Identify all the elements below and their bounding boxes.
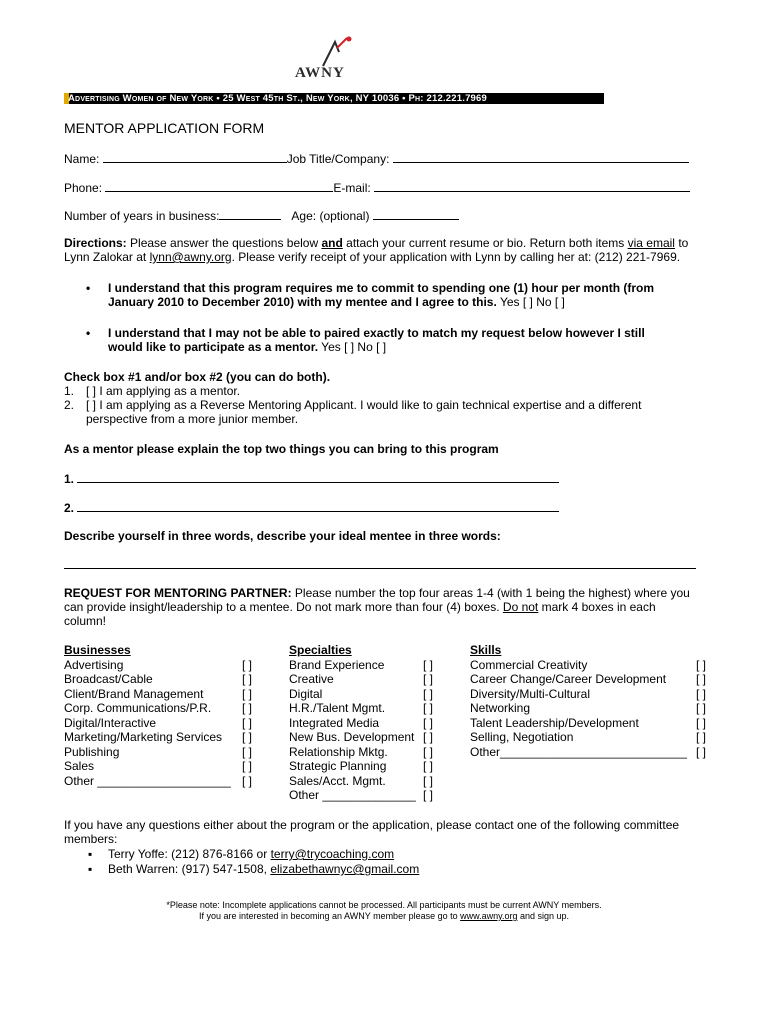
specialties-checkbox[interactable]: [ ] [423,715,434,730]
commitment-text: I understand that this program requires me to commit to spending one (1) hour per month (from [108,281,655,295]
contact-name: Beth Warren: (917) 547-1508, [108,862,271,876]
specialties-item-label: Relationship Mktg. [289,744,388,759]
businesses-item [64,701,264,716]
businesses-item-label: Broadcast/Cable [64,672,153,686]
specialties-item [289,672,449,687]
businesses-item [64,730,264,745]
specialties-item-label: Creative [289,672,334,686]
commitment-text: I understand that I may not be able to paired exactly to match my request below however I still [108,326,645,340]
explain-line-2 [64,499,559,515]
lynn-email-link[interactable]: lynn@awny.org [149,250,232,264]
directions-and: and [321,236,343,250]
request-text-part: mark 4 boxes in each [538,600,656,614]
name-label: Name: [64,152,100,166]
skills-item-label: Talent Leadership/Development [470,715,639,730]
item-text: perspective from a more junior member. [86,412,299,426]
phone-field[interactable] [105,179,333,192]
skills-column [470,643,715,759]
skills-item [470,716,715,731]
job-label: Job Title/Company: [286,152,390,166]
checkbox-item-1[interactable] [64,384,240,398]
request-text [64,586,690,628]
specialties-item-label: Sales/Acct. Mgmt. [289,773,386,788]
banner-text: Advertising Women of New York • 25 West 45th St., New York, NY 10036 • Ph: 212.221.7969 [68,93,488,104]
businesses-item-label: Marketing/Marketing Services [64,730,223,744]
explain-field-2[interactable] [77,499,559,512]
years-field[interactable] [219,207,281,220]
businesses-checkbox[interactable]: [ ] [242,657,253,672]
skills-checkbox[interactable]: [ ] [696,657,707,672]
businesses-checkbox[interactable]: [ ] [242,701,253,715]
businesses-item-label: Corp. Communications/P.R. [64,701,212,715]
businesses-checkbox[interactable]: [ ] [242,715,253,730]
footer-join-text: and sign up. [517,911,570,921]
skills-checkbox[interactable]: [ ] [696,715,707,730]
businesses-item [64,774,264,789]
skills-item [470,672,715,687]
specialties-item-label: Other ______________ [289,788,416,802]
specialties-item-label: Digital [289,686,323,701]
skills-checkbox[interactable]: [ ] [696,701,707,715]
request-label: REQUEST FOR MENTORING PARTNER: [64,586,292,600]
phone-row [64,179,690,195]
name-row [64,150,689,166]
specialties-item [289,701,449,716]
contact-person-1 [88,847,394,861]
awny-website-link[interactable]: www.awny.org [460,911,518,921]
bullet-dot: • [86,281,91,295]
years-row [64,207,459,223]
logo-wordmark: AWNY [295,65,345,81]
directions-text: to [674,236,689,250]
specialties-item-label: H.R./Talent Mgmt. [289,701,386,715]
specialties-heading: Specialties [289,643,352,657]
skills-item [470,701,715,716]
yes-no-choice[interactable]: Yes [ ] No [ ] [496,295,565,309]
skills-item-label: Commercial Creativity [470,657,588,672]
describe-field[interactable] [64,568,696,569]
businesses-checkbox[interactable]: [ ] [242,744,253,759]
name-field[interactable] [103,150,287,163]
skills-heading: Skills [470,643,502,657]
contact-line: If you have any questions either about the program or the application, please contact one of the following committee [64,818,680,832]
businesses-item [64,687,264,702]
businesses-item [64,716,264,731]
directions-text: . Please verify receipt of your application with Lynn by calling her at: (212) 221-7969. [231,250,681,264]
request-text-part: column! [64,614,107,628]
awny-logo-mark [293,36,375,68]
footer-note: *Please note: Incomplete applications cannot be processed. All participants must be current AWNY members. [166,900,602,910]
businesses-item [64,672,264,687]
years-label: Number of years in business: [64,209,220,223]
businesses-item [64,658,264,673]
skills-item [470,658,715,673]
footer-join-text: If you are interested in becoming an AWNY member please go to [198,911,461,921]
contact-line: members: [64,832,118,846]
email-field[interactable] [374,179,690,192]
skills-checkbox[interactable]: [ ] [696,744,707,759]
skills-item-label: Career Change/Career Development [470,672,667,686]
skills-item-label: Diversity/Multi-Cultural [470,686,591,701]
businesses-item-label: Publishing [64,744,120,759]
businesses-item-label: Sales [64,759,95,773]
specialties-item [289,745,449,760]
specialties-item [289,687,449,702]
contact-person-2 [88,862,419,876]
specialties-item [289,716,449,731]
item-text: [ ] I am applying as a Reverse Mentoring Applicant. I would like to gain technical expertise and a different [86,398,642,412]
businesses-item-label: Advertising [64,657,124,672]
via-email-link[interactable]: via email [627,236,675,250]
skills-item-label: Selling, Negotiation [470,730,574,744]
skills-checkbox[interactable]: [ ] [696,686,707,701]
explain-line-1 [64,470,559,486]
specialties-item [289,759,449,774]
specialties-checkbox[interactable]: [ ] [423,773,434,788]
directions-label: Directions: [64,236,127,250]
line-number: 2. [64,501,75,515]
skills-item-label: Other____________________________ [470,744,687,759]
directions-text: Please answer the questions below [126,236,322,250]
specialties-checkbox[interactable]: [ ] [423,744,434,759]
directions-text: Lynn Zalokar at [64,250,150,264]
directions [64,236,724,264]
square-bullet: ▪ [88,847,93,861]
item-text: [ ] I am applying as a mentor. [86,384,241,398]
specialties-checkbox[interactable]: [ ] [423,672,434,686]
age-field[interactable] [373,207,459,220]
explain-field-1[interactable] [77,470,559,483]
businesses-checkbox[interactable]: [ ] [242,672,253,686]
skills-checkbox[interactable]: [ ] [696,672,707,686]
businesses-column [64,643,264,788]
directions-text: attach your current resume or bio. Return both items [342,236,628,250]
contact-text [64,818,679,846]
yes-no-choice[interactable]: Yes [ ] No [ ] [318,340,387,354]
bullet-dot: • [86,326,91,340]
skills-checkbox[interactable]: [ ] [696,730,707,744]
contact-name: Terry Yoffe: (212) 876-8166 or [108,847,271,861]
specialties-item-label: New Bus. Development [289,730,415,744]
describe-heading: Describe yourself in three words, describe your ideal mentee in three words: [64,529,501,543]
specialties-item [289,788,449,803]
address-banner [64,93,604,104]
do-not-emphasis: Do not [502,600,539,614]
skills-item [470,745,715,760]
age-label: Age: (optional) [291,209,370,223]
businesses-item [64,745,264,760]
phone-label: Phone: [64,181,103,195]
specialties-column [289,643,449,803]
item-number: 2. [64,398,75,412]
specialties-checkbox[interactable]: [ ] [423,686,434,701]
email-label: E-mail: [333,181,371,195]
businesses-checkbox[interactable]: [ ] [242,730,253,744]
request-text-part: can provide insight/leadership to a mentee. Do not mark more than four (4) boxes. [64,600,503,614]
form-title: MENTOR APPLICATION FORM [64,120,265,136]
businesses-item [64,759,264,774]
explain-heading: As a mentor please explain the top two things you can bring to this program [64,442,499,456]
specialties-item-label: Brand Experience [289,657,385,672]
specialties-item [289,774,449,789]
specialties-item [289,730,449,745]
specialties-checkbox[interactable]: [ ] [423,759,434,773]
line-number: 1. [64,472,75,486]
skills-item [470,730,715,745]
specialties-item-label: Integrated Media [289,715,380,730]
skills-item-label: Networking [470,701,531,715]
job-field[interactable] [393,150,689,163]
square-bullet: ▪ [88,862,93,876]
footer-join [0,911,768,922]
skills-item [470,687,715,702]
specialties-checkbox[interactable]: [ ] [423,788,434,802]
businesses-checkbox[interactable]: [ ] [242,686,253,701]
commitment-text: would like to participate as a mentor. [108,340,319,354]
beth-email-link[interactable]: elizabethawnyc@gmail.com [270,862,420,876]
item-number: 1. [64,384,75,398]
specialties-checkbox[interactable]: [ ] [423,701,434,715]
businesses-heading: Businesses [64,643,131,657]
checkbox-heading: Check box #1 and/or box #2 (you can do both). [64,370,331,384]
specialties-item [289,658,449,673]
businesses-item-label: Client/Brand Management [64,686,204,701]
commitment-text: January 2010 to December 2010) with my mentee and I agree to this. [108,295,497,309]
terry-email-link[interactable]: terry@trycoaching.com [270,847,395,861]
specialties-checkbox[interactable]: [ ] [423,730,434,744]
checkbox-item-2[interactable] [64,398,641,426]
businesses-item-label: Digital/Interactive [64,715,157,730]
specialties-item-label: Strategic Planning [289,759,387,773]
specialties-checkbox[interactable]: [ ] [423,657,434,672]
businesses-checkbox[interactable]: [ ] [242,773,253,788]
request-text-part: Please number the top four areas 1-4 (with 1 being the highest) where you [291,586,690,600]
businesses-item-label: Other ____________________ [64,773,231,788]
businesses-checkbox[interactable]: [ ] [242,759,253,773]
awny-logo [293,36,375,90]
